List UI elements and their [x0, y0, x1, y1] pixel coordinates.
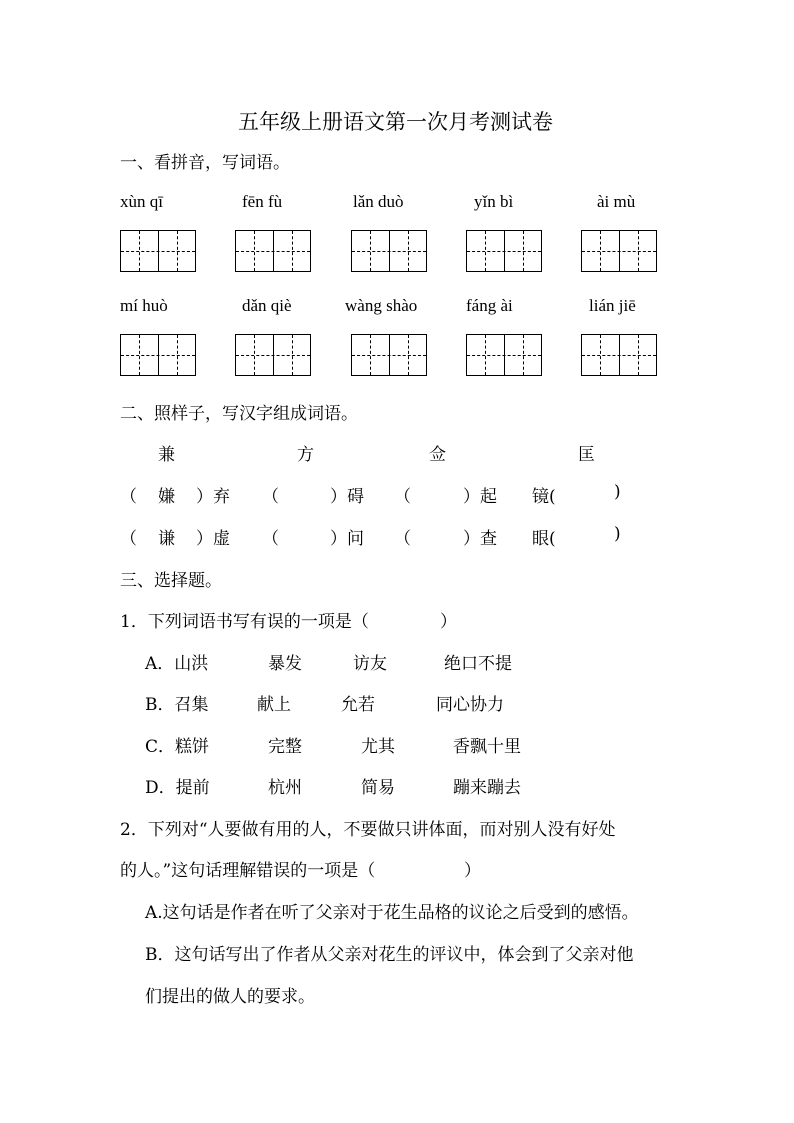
- answer-blank-open[interactable]: （: [262, 487, 279, 507]
- question2-option-b-line1: B．这句话写出了作者从父亲对花生的评议中，体会到了父亲对他: [145, 945, 634, 965]
- pinyin-label: xùn qī: [120, 192, 163, 211]
- word-prefix: 镜(: [532, 487, 556, 507]
- pinyin-label: wàng shào: [345, 296, 418, 315]
- tiange-writing-box[interactable]: [120, 334, 196, 376]
- section1-heading: 一、看拼音，写词语。: [120, 153, 290, 173]
- word-suffix: ）查: [463, 529, 497, 549]
- paren-open: （: [120, 487, 137, 507]
- pinyin-label: lǎn duò: [353, 192, 404, 211]
- word-suffix: ）虚: [196, 529, 230, 549]
- option-label: B．召集: [145, 695, 209, 715]
- option-label: C．糕饼: [145, 737, 210, 757]
- option-label: D．提前: [145, 778, 210, 798]
- pinyin-label: fáng ài: [466, 296, 513, 315]
- example-char: 兼: [158, 445, 175, 465]
- option-word: 尤其: [361, 737, 395, 757]
- page-title: 五年级上册语文第一次月考测试卷: [238, 110, 553, 134]
- option-label: A．山洪: [145, 654, 209, 674]
- pinyin-label: dǎn qiè: [242, 296, 292, 315]
- word-suffix: ）弃: [196, 487, 230, 507]
- tiange-writing-box[interactable]: [466, 230, 542, 272]
- pinyin-label: ài mù: [597, 192, 636, 211]
- answer-blank-open[interactable]: （: [262, 529, 279, 549]
- tiange-writing-box[interactable]: [235, 230, 311, 272]
- option-word: 献上: [257, 695, 291, 715]
- question2-answer-close[interactable]: ）: [464, 861, 481, 881]
- word-suffix: ）问: [330, 529, 364, 549]
- tiange-writing-box[interactable]: [466, 334, 542, 376]
- tiange-writing-box[interactable]: [581, 230, 657, 272]
- question1-answer-close[interactable]: ）: [440, 612, 457, 632]
- question1-stem: 1．下列词语书写有误的一项是（: [120, 612, 369, 632]
- word-suffix: ）起: [463, 487, 497, 507]
- answer-blank-close[interactable]: ): [614, 524, 621, 544]
- option-word: 访友: [353, 654, 387, 674]
- example-char: 方: [297, 445, 314, 465]
- section3-heading: 三、选择题。: [120, 571, 222, 591]
- option-word: 绝口不提: [444, 654, 512, 674]
- tiange-writing-box[interactable]: [351, 230, 427, 272]
- pinyin-label: mí huò: [120, 296, 168, 315]
- pinyin-label: yǐn bì: [474, 192, 514, 211]
- word-prefix: 眼(: [532, 529, 556, 549]
- example-char: 佥: [429, 445, 446, 465]
- question2-option-b-line2: 们提出的做人的要求。: [145, 987, 315, 1007]
- option-word: 暴发: [268, 654, 302, 674]
- paren-open: （: [120, 529, 137, 549]
- answer-blank-open[interactable]: （: [394, 529, 411, 549]
- tiange-writing-box[interactable]: [235, 334, 311, 376]
- question2-stem-line2: 的人。”这句话理解错误的一项是（: [120, 861, 376, 881]
- option-word: 香飘十里: [453, 737, 521, 757]
- option-word: 同心协力: [436, 695, 504, 715]
- tiange-writing-box[interactable]: [581, 334, 657, 376]
- answer-blank-close[interactable]: ): [614, 482, 621, 502]
- option-word: 允若: [341, 695, 375, 715]
- tiange-writing-box[interactable]: [120, 230, 196, 272]
- word-suffix: ）碍: [330, 487, 364, 507]
- option-word: 蹦来蹦去: [453, 778, 521, 798]
- pinyin-label: lián jiē: [589, 296, 636, 315]
- sample-answer: 谦: [158, 529, 175, 549]
- question2-stem-line1: 2．下列对“人要做有用的人，不要做只讲体面，而对别人没有好处: [120, 820, 616, 840]
- question2-option-a: A.这句话是作者在听了父亲对于花生品格的议论之后受到的感悟。: [145, 903, 639, 923]
- section2-heading: 二、照样子，写汉字组成词语。: [120, 404, 358, 424]
- pinyin-label: fēn fù: [242, 192, 283, 211]
- answer-blank-open[interactable]: （: [394, 487, 411, 507]
- tiange-writing-box[interactable]: [351, 334, 427, 376]
- option-word: 杭州: [268, 778, 302, 798]
- option-word: 简易: [361, 778, 395, 798]
- sample-answer: 嫌: [158, 487, 175, 507]
- example-char: 匡: [578, 445, 595, 465]
- option-word: 完整: [268, 737, 302, 757]
